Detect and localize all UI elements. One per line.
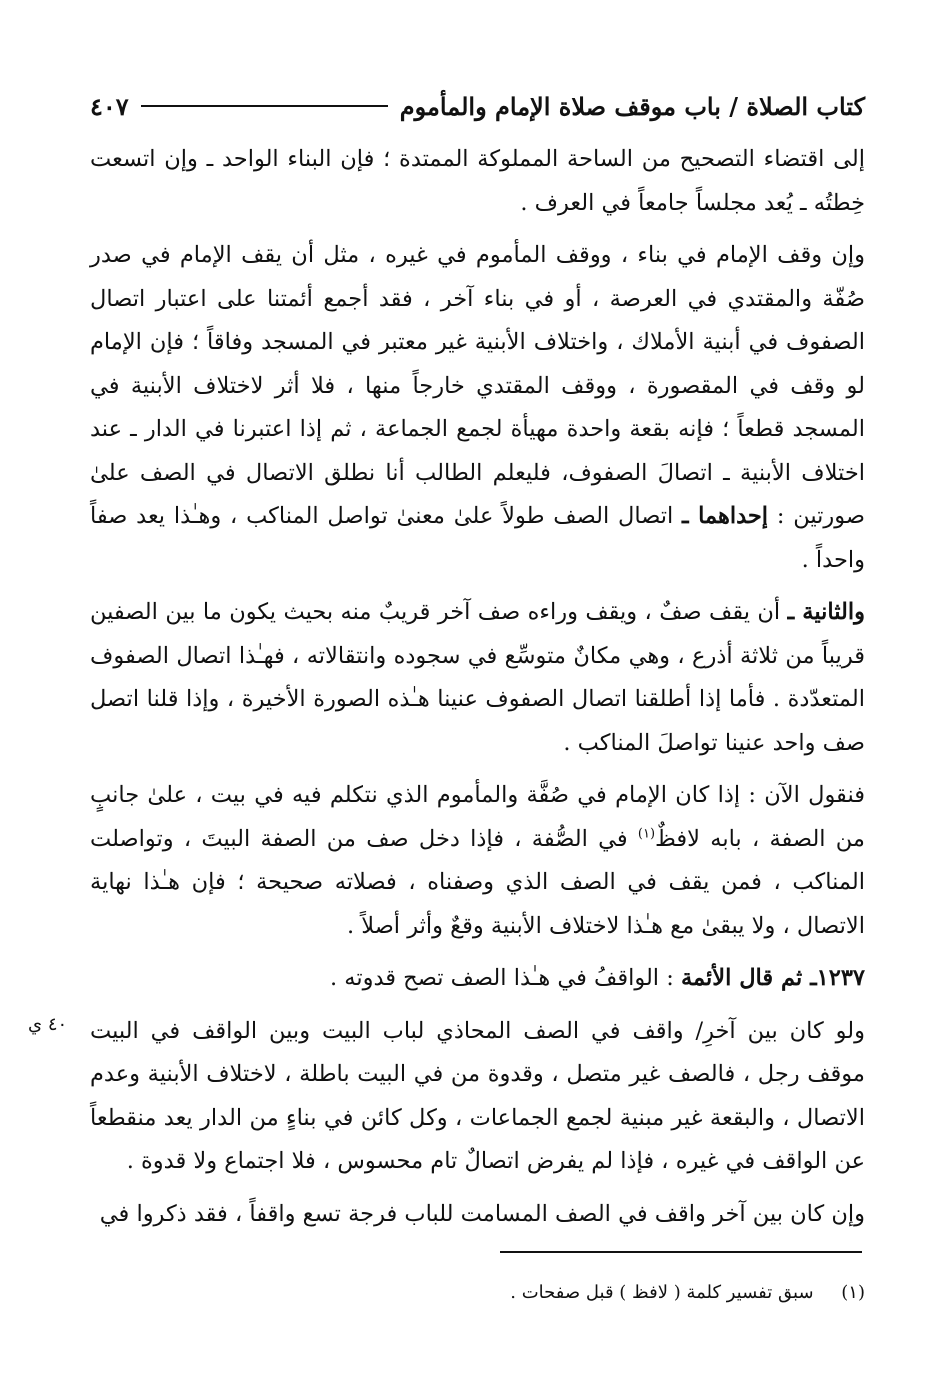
footnote-rule — [500, 1251, 862, 1253]
paragraph-2-bold: إحداهما ـ — [682, 503, 769, 529]
footnote-number: (١) — [841, 1282, 865, 1303]
page-number: ٤٠٧ — [90, 91, 129, 121]
paragraph-6: ولو كان بين آخرِ/ واقف في الصف المحاذي لباب البيت وبين الواقف في البيت موقف رجل ، فالصف غير متصل ، وقدوة من في البيت باطلة ، لاختلاف الأبنية وعدم الاتصال ، والبقعة غير مبنية لجمع الجماعات ، وكل كائن في بناءٍ من الدار يعد منقطعاً عن الواقف في غيره ، فإذا لم يفرض اتصالٌ تام محسوس ، فلا اجتماع ولا قدوة . — [90, 1017, 865, 1174]
running-title: كتاب الصلاة / باب موقف صلاة الإمام والمأموم — [399, 91, 865, 121]
paragraph-2 — [90, 234, 865, 582]
paragraph-5-text: : الواقفُ في هـٰذا الصف تصح قدوته . — [329, 965, 674, 991]
paragraph-1: إلى اقتضاء التصحيح من الساحة المملوكة الممتدة ؛ فإن البناء الواحد ـ وإن اتسعت خِطتُه ـ يُعد مجلساً جامعاً في العرف . — [90, 146, 865, 216]
paragraph-7: وإن كان بين آخر واقف في الصف المسامت للباب فرجة تسع واقفاً ، فقد ذكروا في — [99, 1200, 865, 1227]
paragraph-5-bold: ١٢٣٧ـ ثم قال الأئمة — [680, 965, 865, 991]
paragraph-4-text-a: فنقول الآن : إذا كان الإمام في صُفَّة والمأموم الذي نتكلم فيه في بيت ، علىٰ جانبٍ من الصفة ، بابه لافظٌ — [90, 782, 865, 852]
paragraph-3-bold: والثانية ـ — [787, 599, 865, 625]
page-header — [90, 86, 865, 126]
paragraph-2-text: وإن وقف الإمام في بناء ، ووقف المأموم في غيره ، مثل أن يقف الإمام في صدر صُفّة والمقتدي في العرصة ، أو في بناء آخر ، فقد أجمع أئمتنا على اعتبار اتصال الصفوف في أبنية الأملاك ، واختلاف الأبنية غير معتبر في المسجد وفاقاً ؛ فإن الإمام لو وقف في المقصورة ، ووقف المقتدي خارجاً منها ، فلا أثر لاختلاف الأبنية في المسجد قطعاً ؛ فإنه بقعة واحدة مهيأة لجمع الجماعة ، ثم إذا اعتبرنا في الدار ـ عند اختلاف الأبنية ـ اتصالَ الصفوف، فليعلم الطالب أنا نطلق الاتصال في الصف علىٰ صورتين : — [90, 242, 865, 529]
paragraph-4-text-b: في الصُّفة ، فإذا دخل صف من الصفة البيتَ ، وتواصلت المناكب ، فمن يقف في الصف الذي وصفناه ، فصلاته صحيحة ؛ فإن هـٰذا نهاية الاتصال ، ولا يبقىٰ مع هـٰذا لاختلاف الأبنية وقعٌ وأثر أصلاً . — [90, 825, 865, 939]
footnote — [400, 1282, 865, 1303]
paragraph-4 — [90, 774, 865, 948]
paragraph-3-text: أن يقف صفٌ ، ويقف وراءه صف آخر قريبٌ منه بحيث يكون ما بين الصفين قريباً من ثلاثة أذرع ، وهي مكانٌ متوسِّع في سجوده وانتقالاته ، فهـٰذا اتصال الصفوف المتعدّدة . فأما إذا أطلقنا اتصال الصفوف عنينا هـٰذه الصورة الأخيرة ، وإذا قلنا اتصل صف واحد عنينا تواصلَ المناكب . — [90, 599, 865, 756]
paragraph-2-tail: اتصال الصف طولاً علىٰ معنىٰ تواصل المناكب ، وهـٰذا يعد صفاً واحداً . — [90, 503, 865, 573]
header-rule — [141, 105, 388, 107]
margin-note: ٤٠ ي — [28, 1014, 68, 1035]
paragraph-3 — [90, 591, 865, 765]
footnote-text: سبق تفسير كلمة ( لافظ ) قبل صفحات . — [510, 1282, 814, 1303]
main-text — [90, 138, 865, 1245]
paragraph-5 — [90, 957, 865, 1001]
footnote-marker[interactable]: (١) — [637, 826, 656, 841]
